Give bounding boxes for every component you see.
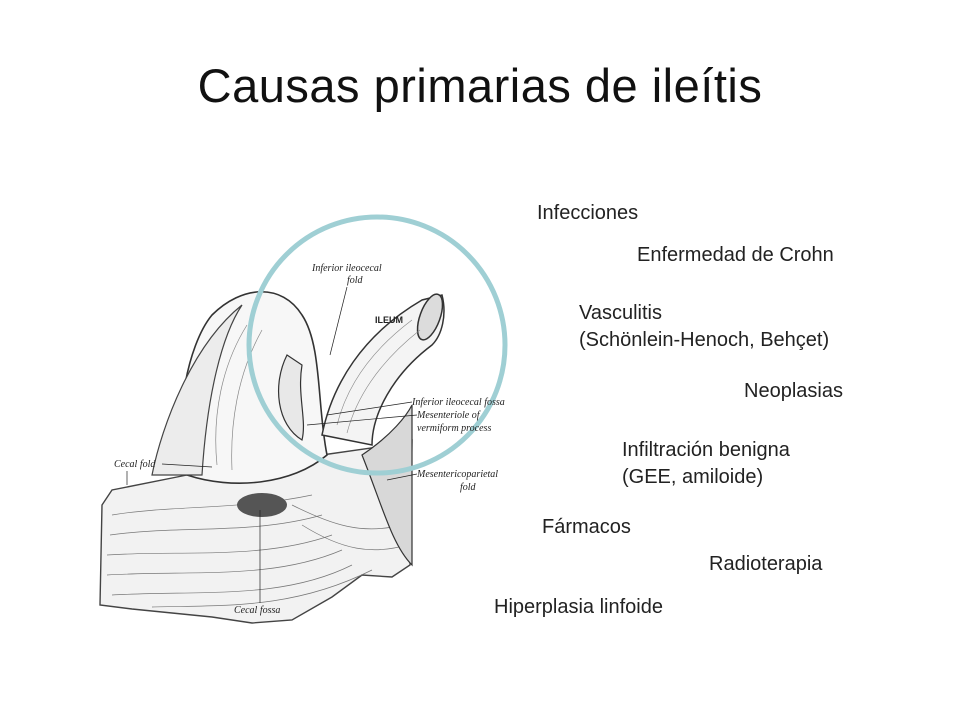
label-inferior-ileocecal-fold-2: fold — [347, 275, 363, 286]
label-mesenteriole-2: vermiform process — [417, 423, 492, 434]
cause-vasculitis: Vasculitis — [579, 302, 662, 324]
cause-farmacos: Fármacos — [542, 516, 631, 538]
cause-radioterapia: Radioterapia — [709, 553, 823, 575]
label-ileum: ILEUM — [375, 315, 403, 325]
cause-infecciones: Infecciones — [537, 202, 639, 224]
label-cecal-fold: Cecal fold — [114, 459, 156, 470]
label-mesenteriole: Mesenteriole of — [417, 410, 480, 421]
label-cecal-fossa: Cecal fossa — [234, 605, 281, 616]
slide-title: Causas primarias de ileítis — [197, 59, 763, 112]
cause-infiltracion-detail: (GEE, amiloide) — [622, 466, 764, 488]
cause-neoplasias: Neoplasias — [744, 380, 843, 402]
cause-crohn: Enfermedad de Crohn — [637, 244, 834, 266]
cause-infiltracion: Infiltración benigna — [622, 439, 790, 461]
ileocecal-anatomy-illustration — [92, 205, 552, 630]
label-mesentericoparietal: Mesentericoparietal — [417, 469, 499, 480]
cause-vasculitis-detail: (Schönlein-Henoch, Behçet) — [579, 329, 830, 351]
cause-hiperplasia: Hiperplasia linfoide — [494, 596, 663, 618]
label-inferior-ileocecal-fossa: Inferior ileocecal fossa — [412, 397, 505, 408]
label-mesentericoparietal-2: fold — [460, 482, 476, 493]
label-inferior-ileocecal-fold: Inferior ileocecal — [312, 263, 382, 274]
cecal-fossa-shadow — [237, 493, 287, 517]
